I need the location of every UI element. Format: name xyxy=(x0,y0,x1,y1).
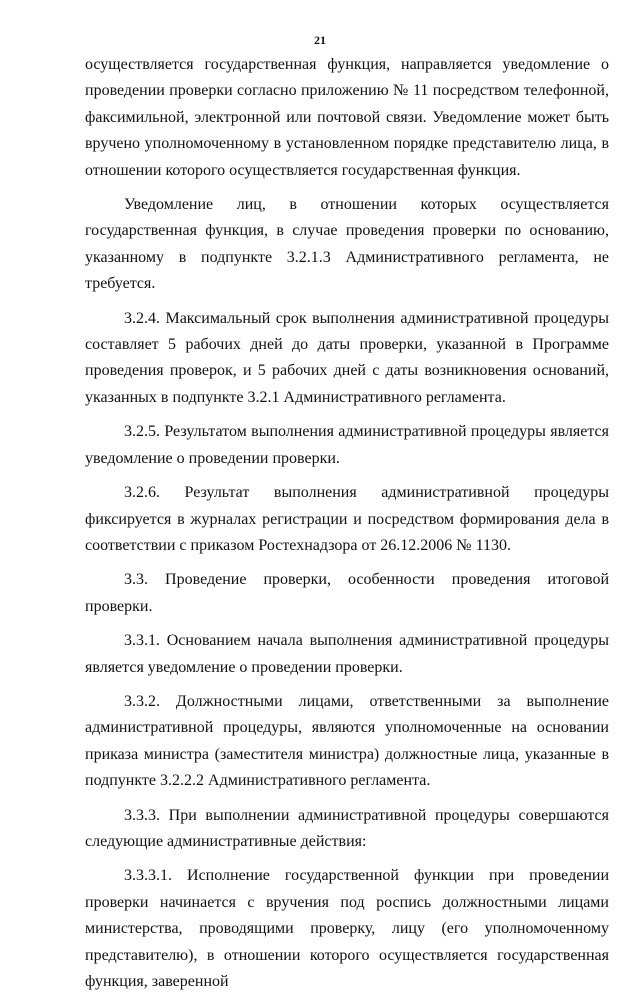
paragraph-3-2-6: 3.2.6. Результат выполнения административной процедуры фиксируется в журналах регистрации и посредством формирования дела в соответствии с приказом Ростехнадзора от 26.12.2006 № 1130. xyxy=(85,484,609,554)
paragraph-3-2-4: 3.2.4. Максимальный срок выполнения административной процедуры составляет 5 рабочих дней до даты проверки, указанной в Программе проведения проверок, и 5 рабочих дней с даты возникновения оснований, указанных в подпункте 3.2.1 Административного регламента. xyxy=(85,309,609,406)
paragraph-continuation: осуществляется государственная функция, направляется уведомление о проведении проверки согласно приложению № 11 посредством телефонной, факсимильной, электронной или почтовой связи. Уведомление может быть вручено уполномоченному в установленном порядке представителю лица, в отношении которого осуществляется государственная функция. xyxy=(85,56,609,179)
paragraph-3-3-3: 3.3.3. При выполнении административной процедуры совершаются следующие административные действия: xyxy=(85,806,609,850)
paragraph-3-3-2: 3.3.2. Должностными лицами, ответственными за выполнение административной процедуры, являются уполномоченные на основании приказа министра (заместителя министра) должностные лица, указанные в подпункте 3.2.2.2 Административного регламента. xyxy=(85,692,609,790)
paragraph-3-3-1: 3.3.1. Основанием начала выполнения административной процедуры является уведомление о проведении проверки. xyxy=(85,632,609,676)
paragraph-3-3-heading: 3.3. Проведение проверки, особенности проведения итоговой проверки. xyxy=(85,571,609,615)
page-number: 21 xyxy=(314,33,326,47)
paragraph-3-2-5: 3.2.5. Результатом выполнения административной процедуры является уведомление о проведении проверки. xyxy=(85,423,609,467)
paragraph-notification-not-required: Уведомление лиц, в отношении которых осуществляется государственная функция, в случае проведения проверки по основанию, указанному в подпункте 3.2.1.3 Административного регламента, не требуется. xyxy=(85,196,609,293)
document-body xyxy=(85,52,609,995)
paragraph-3-3-3-1: 3.3.3.1. Исполнение государственной функции при проведении проверки начинается с вручения под роспись должностными лицами министерства, проводящими проверку, лицу (его уполномоченному представителю), в отношении которого осуществляется государственная функция, заверенной xyxy=(85,867,609,990)
